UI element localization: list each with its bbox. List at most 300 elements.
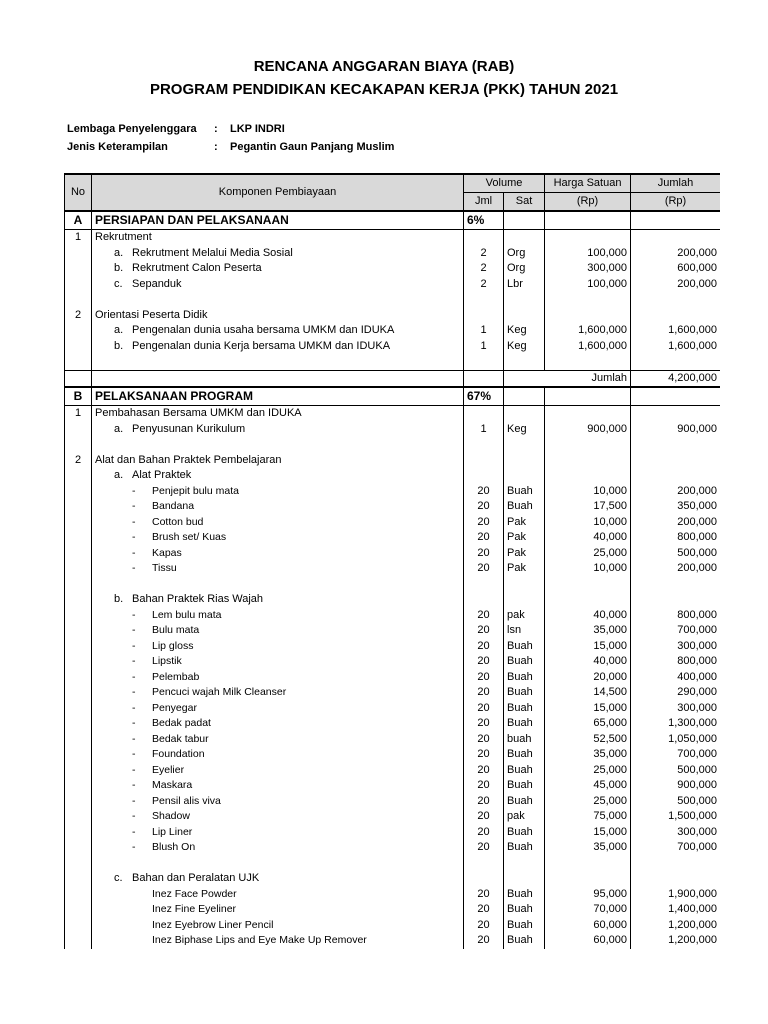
meta-value: LKP INDRI [230, 123, 285, 135]
item-name [92, 825, 464, 841]
cell-empty [631, 437, 720, 453]
item-jumlah: 350,000 [631, 499, 720, 515]
budget-table [64, 173, 720, 949]
item-name [92, 468, 464, 484]
item-jumlah: 1,200,000 [631, 933, 720, 949]
item-harga: 60,000 [545, 918, 631, 934]
item-jml: 2 [464, 277, 504, 293]
item-dash: - [132, 748, 136, 761]
cell-empty [504, 577, 545, 593]
cell-empty [545, 406, 631, 422]
item-sat: Keg [504, 422, 545, 438]
cell-empty [464, 592, 504, 608]
item-name [92, 323, 464, 339]
item-row [65, 732, 721, 748]
item-name: Inez Eyebrow Liner Pencil [92, 918, 464, 934]
item-jumlah: 300,000 [631, 825, 720, 841]
item-text: Lem bulu mata [152, 608, 222, 621]
item-name [92, 794, 464, 810]
subtotal-row [65, 370, 721, 387]
cell-empty [65, 546, 92, 562]
cell-empty [545, 211, 631, 230]
cell-empty [464, 292, 504, 308]
cell-empty [65, 670, 92, 686]
cell-empty [65, 277, 92, 293]
cell-empty [631, 387, 720, 406]
item-name: Inez Biphase Lips and Eye Make Up Remover [92, 933, 464, 949]
item-harga: 40,000 [545, 608, 631, 624]
item-text: Penyusunan Kurikulum [132, 422, 246, 435]
item-dash: - [132, 717, 136, 730]
item-name: Inez Fine Eyeliner [92, 902, 464, 918]
cell-empty [545, 437, 631, 453]
header-jumlah-unit: (Rp) [631, 193, 720, 212]
item-row [65, 323, 721, 339]
item-row [65, 933, 721, 949]
item-name: Inez Face Powder [92, 887, 464, 903]
cell-empty [545, 856, 631, 872]
item-jml: 20 [464, 778, 504, 794]
header-jumlah: Jumlah [631, 174, 720, 193]
table-body [65, 211, 721, 949]
item-jml: 20 [464, 623, 504, 639]
item-row [65, 871, 721, 887]
item-row [65, 592, 721, 608]
row-no: 1 [65, 230, 92, 246]
item-jumlah: 500,000 [631, 763, 720, 779]
item-row [65, 468, 721, 484]
item-harga: 52,500 [545, 732, 631, 748]
meta-label: Jenis Keterampilan [67, 141, 168, 153]
cell-empty [464, 308, 504, 324]
item-jml: 20 [464, 546, 504, 562]
item-name [92, 499, 464, 515]
item-jumlah: 1,050,000 [631, 732, 720, 748]
item-harga: 35,000 [545, 840, 631, 856]
header-harga-unit: (Rp) [545, 193, 631, 212]
cell-empty [65, 778, 92, 794]
header-no: No [65, 174, 92, 211]
item-harga: 10,000 [545, 484, 631, 500]
item-harga: 35,000 [545, 747, 631, 763]
item-sat: Buah [504, 794, 545, 810]
item-row [65, 902, 721, 918]
cell-empty [65, 918, 92, 934]
item-name [92, 685, 464, 701]
item-sat: Buah [504, 716, 545, 732]
item-jumlah: 200,000 [631, 277, 720, 293]
item-text: Maskara [152, 779, 193, 792]
cell-empty [92, 354, 464, 370]
cell-empty [65, 354, 92, 370]
item-harga: 70,000 [545, 902, 631, 918]
item-harga: 65,000 [545, 716, 631, 732]
cell-empty [464, 871, 504, 887]
item-row [65, 794, 721, 810]
item-harga: 60,000 [545, 933, 631, 949]
cell-empty [545, 453, 631, 469]
item-harga: 1,600,000 [545, 323, 631, 339]
item-row [65, 685, 721, 701]
item-sat: Keg [504, 339, 545, 355]
item-text: Pensil alis viva [152, 794, 221, 807]
cell-empty [464, 577, 504, 593]
item-text: Lip Liner [152, 825, 193, 838]
group-row [65, 453, 721, 469]
item-jml: 20 [464, 902, 504, 918]
item-name [92, 561, 464, 577]
item-jumlah: 700,000 [631, 840, 720, 856]
item-name [92, 623, 464, 639]
item-jml: 20 [464, 933, 504, 949]
item-dash: - [132, 794, 136, 807]
cell-empty [65, 422, 92, 438]
cell-empty [464, 437, 504, 453]
item-row [65, 809, 721, 825]
item-jml: 20 [464, 654, 504, 670]
section-row [65, 387, 721, 406]
item-text: Eyelier [152, 763, 185, 776]
cell-empty [464, 370, 504, 387]
item-jumlah: 400,000 [631, 670, 720, 686]
cell-empty [631, 856, 720, 872]
item-text: Lipstik [152, 655, 182, 668]
item-jml: 20 [464, 530, 504, 546]
item-dash: - [132, 562, 136, 575]
item-jumlah: 1,600,000 [631, 339, 720, 355]
item-sat: Buah [504, 918, 545, 934]
item-harga: 95,000 [545, 887, 631, 903]
cell-empty [545, 230, 631, 246]
cell-empty [464, 354, 504, 370]
cell-empty [504, 354, 545, 370]
cell-empty [631, 292, 720, 308]
item-sat: buah [504, 732, 545, 748]
meta-colon: : [214, 123, 218, 135]
item-harga: 40,000 [545, 654, 631, 670]
cell-empty [65, 809, 92, 825]
item-row [65, 825, 721, 841]
cell-empty [65, 933, 92, 949]
cell-empty [65, 871, 92, 887]
item-sat: pak [504, 608, 545, 624]
item-jml: 2 [464, 261, 504, 277]
spacer-row [65, 856, 721, 872]
item-letter: a. [114, 246, 124, 259]
item-row [65, 339, 721, 355]
item-jumlah: 500,000 [631, 794, 720, 810]
cell-empty [464, 453, 504, 469]
item-text: Pelembab [152, 670, 200, 683]
item-text: Pengenalan dunia usaha bersama UMKM dan IDUKA [132, 324, 395, 337]
item-jml: 20 [464, 685, 504, 701]
item-name [92, 422, 464, 438]
cell-empty [65, 732, 92, 748]
item-harga: 25,000 [545, 763, 631, 779]
row-no: 2 [65, 453, 92, 469]
cell-empty [65, 561, 92, 577]
item-jumlah: 800,000 [631, 608, 720, 624]
cell-empty [545, 292, 631, 308]
cell-empty [464, 468, 504, 484]
cell-empty [504, 871, 545, 887]
item-row [65, 763, 721, 779]
cell-empty [504, 211, 545, 230]
item-jumlah: 1,200,000 [631, 918, 720, 934]
item-row [65, 716, 721, 732]
item-harga: 45,000 [545, 778, 631, 794]
item-harga: 25,000 [545, 546, 631, 562]
meta-value: Pegantin Gaun Panjang Muslim [230, 141, 395, 153]
row-no: B [65, 387, 92, 406]
item-harga: 100,000 [545, 246, 631, 262]
item-text: Shadow [152, 810, 190, 823]
cell-empty [65, 716, 92, 732]
item-jumlah: 500,000 [631, 546, 720, 562]
item-sat: Buah [504, 902, 545, 918]
item-name [92, 592, 464, 608]
cell-empty [631, 577, 720, 593]
cell-empty [65, 592, 92, 608]
cell-empty [65, 747, 92, 763]
item-dash: - [132, 608, 136, 621]
group-title: Rekrutment [92, 230, 464, 246]
item-jumlah: 200,000 [631, 484, 720, 500]
spacer-row [65, 577, 721, 593]
item-text: Bahan dan Peralatan UJK [132, 872, 260, 885]
cell-empty [504, 453, 545, 469]
item-harga: 10,000 [545, 515, 631, 531]
cell-empty [65, 530, 92, 546]
item-row [65, 623, 721, 639]
cell-empty [504, 387, 545, 406]
item-harga: 75,000 [545, 809, 631, 825]
item-sat: Buah [504, 685, 545, 701]
item-jumlah: 900,000 [631, 422, 720, 438]
cell-empty [65, 246, 92, 262]
section-row [65, 211, 721, 230]
item-row [65, 546, 721, 562]
item-jumlah: 700,000 [631, 623, 720, 639]
cell-empty [65, 577, 92, 593]
item-name [92, 809, 464, 825]
item-dash: - [132, 779, 136, 792]
item-harga: 300,000 [545, 261, 631, 277]
item-dash: - [132, 825, 136, 838]
item-jumlah: 600,000 [631, 261, 720, 277]
group-row [65, 308, 721, 324]
item-harga: 15,000 [545, 825, 631, 841]
cell-empty [65, 840, 92, 856]
cell-empty [504, 856, 545, 872]
item-letter: a. [114, 469, 124, 482]
item-jml: 20 [464, 763, 504, 779]
item-harga: 25,000 [545, 794, 631, 810]
item-sat: Buah [504, 840, 545, 856]
cell-empty [504, 437, 545, 453]
item-letter: c. [114, 277, 123, 290]
item-sat: Buah [504, 639, 545, 655]
cell-empty [65, 468, 92, 484]
document-subtitle: PROGRAM PENDIDIKAN KECAKAPAN KERJA (PKK) TAHUN 2021 [149, 81, 619, 98]
item-dash: - [132, 810, 136, 823]
cell-empty [631, 406, 720, 422]
item-harga: 14,500 [545, 685, 631, 701]
item-sat: Buah [504, 763, 545, 779]
cell-empty [545, 354, 631, 370]
item-jml: 20 [464, 747, 504, 763]
item-row [65, 561, 721, 577]
item-name [92, 670, 464, 686]
cell-empty [545, 577, 631, 593]
item-text: Rekrutment Melalui Media Sosial [132, 246, 293, 259]
item-text: Tissu [152, 562, 177, 575]
section-percent: 6% [464, 211, 504, 230]
item-sat: Buah [504, 499, 545, 515]
item-jumlah: 290,000 [631, 685, 720, 701]
item-harga: 15,000 [545, 639, 631, 655]
item-jml: 20 [464, 670, 504, 686]
item-jml: 20 [464, 794, 504, 810]
cell-empty [545, 308, 631, 324]
item-jml: 1 [464, 323, 504, 339]
item-sat: Buah [504, 484, 545, 500]
item-sat: Buah [504, 778, 545, 794]
item-dash: - [132, 624, 136, 637]
item-dash: - [132, 639, 136, 652]
item-text: Lip gloss [152, 639, 194, 652]
header-jml: Jml [464, 193, 504, 212]
item-jml: 20 [464, 825, 504, 841]
item-harga: 10,000 [545, 561, 631, 577]
item-sat: Org [504, 246, 545, 262]
item-sat: Buah [504, 825, 545, 841]
item-dash: - [132, 484, 136, 497]
item-row [65, 639, 721, 655]
item-jml: 20 [464, 639, 504, 655]
item-row [65, 747, 721, 763]
cell-empty [504, 230, 545, 246]
section-title: PELAKSANAAN PROGRAM [92, 387, 464, 406]
item-jumlah: 300,000 [631, 701, 720, 717]
item-jml: 20 [464, 701, 504, 717]
item-name [92, 530, 464, 546]
cell-empty [92, 577, 464, 593]
item-harga: 15,000 [545, 701, 631, 717]
spacer-row [65, 437, 721, 453]
item-jml: 20 [464, 732, 504, 748]
item-jumlah: 700,000 [631, 747, 720, 763]
cell-empty [65, 763, 92, 779]
item-harga: 35,000 [545, 623, 631, 639]
item-sat: Buah [504, 701, 545, 717]
item-text: Penyegar [152, 701, 197, 714]
cell-empty [631, 211, 720, 230]
item-name [92, 747, 464, 763]
item-jml: 20 [464, 608, 504, 624]
item-jumlah: 200,000 [631, 515, 720, 531]
cell-empty [65, 825, 92, 841]
cell-empty [65, 887, 92, 903]
spacer-row [65, 292, 721, 308]
item-name [92, 778, 464, 794]
item-row [65, 422, 721, 438]
item-text: Brush set/ Kuas [152, 531, 227, 544]
item-row [65, 499, 721, 515]
cell-empty [92, 856, 464, 872]
item-jumlah: 200,000 [631, 246, 720, 262]
cell-empty [65, 685, 92, 701]
section-title: PERSIAPAN DAN PELAKSANAAN [92, 211, 464, 230]
item-sat: Pak [504, 561, 545, 577]
cell-empty [65, 515, 92, 531]
item-jml: 20 [464, 887, 504, 903]
item-dash: - [132, 655, 136, 668]
item-text: Penjepit bulu mata [152, 484, 239, 497]
row-no: 1 [65, 406, 92, 422]
cell-empty [65, 339, 92, 355]
row-no: 2 [65, 308, 92, 324]
item-name [92, 654, 464, 670]
cell-empty [65, 484, 92, 500]
cell-empty [65, 701, 92, 717]
item-sat: Buah [504, 747, 545, 763]
cell-empty [65, 608, 92, 624]
item-name [92, 763, 464, 779]
item-jumlah: 800,000 [631, 654, 720, 670]
item-name [92, 484, 464, 500]
subtotal-value: 4,200,000 [631, 370, 720, 387]
item-jumlah: 1,500,000 [631, 809, 720, 825]
cell-empty [65, 623, 92, 639]
item-sat: pak [504, 809, 545, 825]
cell-empty [65, 856, 92, 872]
item-row [65, 654, 721, 670]
item-text: Bandana [152, 500, 195, 513]
item-name [92, 339, 464, 355]
cell-empty [631, 871, 720, 887]
item-text: Cotton bud [152, 515, 204, 528]
item-row [65, 701, 721, 717]
item-jml: 20 [464, 515, 504, 531]
item-row [65, 887, 721, 903]
budget-table-container [64, 173, 720, 985]
item-name [92, 546, 464, 562]
item-jml: 20 [464, 840, 504, 856]
item-name [92, 608, 464, 624]
cell-empty [65, 902, 92, 918]
item-jml: 20 [464, 918, 504, 934]
item-jumlah: 800,000 [631, 530, 720, 546]
subtotal-label: Jumlah [504, 370, 631, 387]
item-jumlah: 900,000 [631, 778, 720, 794]
group-title: Alat dan Bahan Praktek Pembelajaran [92, 453, 464, 469]
item-row [65, 277, 721, 293]
cell-empty [65, 794, 92, 810]
cell-empty [504, 308, 545, 324]
item-text: Sepanduk [132, 277, 182, 290]
cell-empty [464, 856, 504, 872]
cell-empty [631, 354, 720, 370]
item-text: Alat Praktek [132, 469, 192, 482]
cell-empty [631, 308, 720, 324]
group-title: Pembahasan Bersama UMKM dan IDUKA [92, 406, 464, 422]
item-dash: - [132, 515, 136, 528]
item-dash: - [132, 670, 136, 683]
item-jml: 2 [464, 246, 504, 262]
item-jml: 1 [464, 339, 504, 355]
item-sat: Pak [504, 530, 545, 546]
